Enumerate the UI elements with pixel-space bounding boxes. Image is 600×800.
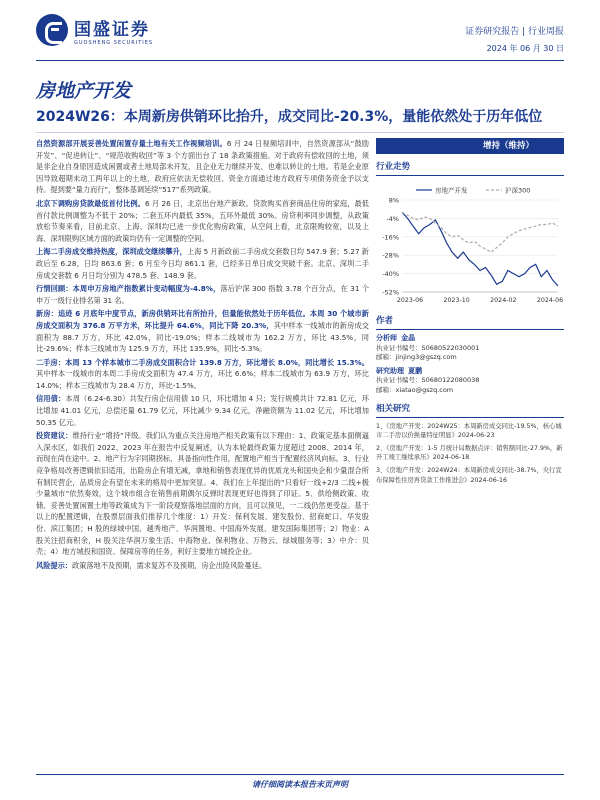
x-tick-label: 2024-02 [490, 297, 517, 304]
analysts-heading: 作者 [376, 314, 564, 330]
related-item[interactable]: 1、《房地产开发：2024W25：本周新房成交同比-19.5%，核心城市二手房以价换量特征明显》2024-06-23 [376, 422, 562, 440]
paragraph-highlight: 上海二手房成交维持热度，深圳成交继续攀升， [36, 247, 187, 257]
paragraph-highlight: 风险提示： [36, 560, 72, 570]
paragraph-highlight: 信用债： [36, 394, 66, 404]
y-tick-label: 8% [388, 196, 399, 205]
paragraph-text: 维持行业“增持”评级。我们认为重点关注房地产相关政策有以下理由：1、政策定基本面侧逼入深水区，如我们 2022、2023 年在报告中反复阐述，认为本轮最终政策力度超过 2008、2014 年，而现在尚在途中。2、地产行为字同期拐标，具备指向性作用，配置地产相当于配置经济风向标。3、行业竞争格局改善逻辑依旧适用，出险房企有增无减，拿地和销售表现优异的优质龙头和国央企和少量混合所有制民营企，品质房企有望在未来的格局中更加突显。4、我们在上年提出的“只看好一线+2/3 二线+极少量城市”依然奏效，这个城市组合在销售前期偶尔反弹时表现更好也得到了印证。5、供给侧政策、收储、妥善处置闲置土地等政策成为下一阶段观察落地层面的方向，且可以预见，一二线仍然更受益。基于以上的配置逻辑，在股票层面我们推荐几个维度：1）开发：保利发展、建发股份、招商蛇口、华发股份、滨江集团；H 股的绿城中国、越秀地产、华润置地、中国海外发展、建发国际集团等；2）物业：A 股关注招商积余，H 股关注华润万象生活、中海物业、保利物业、万物云、绿城服务等；3）中介：贝壳；4）地方城投和国资、保障房等的任务，利好主要地方城投企业。 [36, 431, 369, 557]
trend-chart-svg [376, 180, 564, 308]
analyst-1 [376, 334, 564, 396]
y-tick-label: -52% [382, 288, 399, 297]
y-tick-label: -28% [382, 251, 399, 260]
trend-chart [376, 180, 564, 308]
analyst-1-cert-label: 执业证书编号： [376, 343, 422, 352]
rating-badge: 增持（维持） [376, 138, 564, 154]
paragraph-highlight: 行情回顾：本周申万房地产指数累计变动幅度为-4.8%， [36, 284, 221, 294]
analyst-1-name: 金晶 [401, 334, 416, 342]
paragraph-highlight: 新房：追迹 6 月底年中度节点，新房供销环比有所抬升，但量能依然处于历年低位。本周 30 个城市新房成交面积为 376.8 万平方米，环比提升 64.6%，同比下降 20.3%， [36, 309, 369, 330]
related-research-list [376, 422, 564, 486]
body-paragraph [36, 283, 369, 306]
paragraph-text: 政策落地不及预期，需求复苏不及预期，房企出险风险蔓延。 [71, 560, 267, 570]
x-tick-label: 2023-10 [443, 297, 470, 304]
series-line-1 [402, 212, 558, 286]
paragraph-text: 本周（6.24-6.30）共发行房企信用债 10 只，环比增加 4 只；发行规模共计 72.81 亿元，环比增加 41.01 亿元，总偿还量 61.79 亿元，环比减少 9.34 亿元，净融资额为 11.02 亿元，环比增加 50.35 亿元。 [36, 394, 369, 427]
analyst-1-cert: S0680522030001 [421, 343, 480, 352]
header-divider [36, 60, 564, 61]
analyst-2-cert-label: 执业证书编号： [376, 376, 422, 385]
analyst-1-email[interactable]: jinjing3@gszq.com [395, 353, 457, 362]
body-paragraph [36, 308, 369, 354]
analyst-2-email-label: 邮箱： [376, 385, 396, 394]
analyst-2-name: 夏鹏 [408, 366, 423, 375]
paragraph-highlight: 自然资源部开展妥善处置闲置存量土地有关工作视频培训。 [36, 139, 227, 148]
paragraph-highlight: 二手房：本周 13 个样本城市二手房成交面积合计 139.8 万方，环比增长 8.0%，同比增长 15.3%。 [36, 357, 369, 367]
report-header [0, 0, 600, 70]
analyst-1-role: 分析师 [376, 334, 397, 342]
body-paragraph [36, 393, 369, 428]
body-paragraph [36, 430, 369, 558]
body-paragraph [36, 198, 369, 244]
body-paragraph [36, 246, 369, 281]
y-tick-label: -16% [382, 233, 399, 242]
legend-label: 沪深300 [505, 186, 531, 195]
sector-title: 房地产开发 [36, 80, 132, 102]
y-tick-label: -4% [386, 214, 399, 223]
analyst-2-role: 研究助理 [376, 366, 404, 375]
sidebar [376, 138, 564, 488]
analyst-2-cert: S0680122080038 [421, 376, 480, 385]
y-tick-label: -40% [382, 270, 399, 279]
body-paragraph [36, 560, 369, 572]
x-tick-label: 2023-06 [396, 297, 424, 304]
legend-label: 房地产开发 [435, 186, 468, 195]
report-date: 2024 年 06 月 30 日 [486, 44, 564, 53]
company-logo [36, 14, 153, 46]
title-divider [36, 132, 564, 133]
related-item[interactable]: 2、《房地产开发：1-5 月统计局数据点评：销售额同比-27.9%，新开工竣工继续承压》2024-06-18 [376, 444, 563, 462]
related-heading: 相关研究 [376, 402, 564, 418]
logo-icon [36, 14, 68, 46]
paragraph-highlight: 北京下调购房贷款最低首付比例。 [36, 198, 145, 208]
analyst-2-email[interactable]: xiatao@gszq.com [395, 385, 454, 394]
footer-disclaimer: 请仔细阅读本报告末页声明 [252, 780, 348, 789]
trend-heading: 行业走势 [376, 160, 564, 176]
report-category: 证券研究报告 | 行业周报 [465, 27, 564, 37]
paragraph-text: 上海 5 月新政前二手房成交套数日均 547.9 套；5.27 新政后至 6.28，日均 863.6 套；6 月至今日均 861.1 套，已经多日单日成交突破千套。北京、深圳二手房成交套数 6 月日均分别为 478.5 套、148.9 套。 [36, 247, 370, 280]
body-paragraph [36, 138, 369, 196]
logo-en-text: GUOSHENG SECURITIES [74, 39, 154, 46]
logo-cn-text: 国盛证券 [74, 19, 150, 40]
paragraph-highlight: 投资建议： [36, 431, 73, 441]
analyst-1-email-label: 邮箱： [376, 353, 396, 362]
footer-divider [36, 774, 564, 775]
body-paragraph [36, 357, 369, 392]
body-column [36, 138, 369, 573]
x-tick-label: 2024-06 [536, 297, 564, 304]
paragraph-text: 其中样本一线城市的本周二手房成交面积为 47.4 万方，环比 6.6%；样本二线城市为 63.9 万方，环比 14.0%；样本三线城市为 28.4 万方，环比-1.5%。 [36, 369, 369, 390]
paragraph-text: 6 月 26 日，北京出台地产新政。贷款购买首套商品住房的家庭，最低首付款比例调整为不低于 20%；二套五环内最低 35%，五环外最低 30%。房贷利率同步调整，从政策放松节奏来看，目前北京、上海、深圳均已进一步优化购房政策，从空间上看，北京限购较宽，以及上海、深圳限购区域方面的政策均仍有一定调整的空间。 [36, 198, 369, 243]
paragraph-text: 6 月 24 日视频培训中，自然资源部从“鼓励开发”、“促进转让”、“规范收购收回”等 3 个方面出台了 18 条政策措施。对于政府有偿收回的土地，须是非企业自身原因造成闲置或者土地局部未开发，且企业无力继续开发、也难以转让的土地。若是企业原因导致超期未动工两年以上的土地，政府应依法无偿收回、资金方面通过地方政府专项债务资金予以支持。提到要“量力而行”，整体基调延续“517”系列政策。 [36, 139, 369, 195]
report-title: 2024W26：本周新房供销环比抬升，成交同比-20.3%，量能依然处于历年低位 [36, 109, 543, 125]
paragraph-text: 落后沪深 300 指数 3.78 个百分点，在 31 个申万一级行业排名第 31 名。 [36, 284, 370, 305]
related-item[interactable]: 3、《房地产开发：2024W24：本周新房成交同比-38.7%，央行宣布保障性住房再贷款工作推进会》2024-06-16 [376, 466, 562, 484]
paragraph-text: 其中样本一线城市的新房成交面积为 88.7 万方，环比 42.0%，同比-19.0%；样本二线城市为 162.2 万方，环比 43.5%，同比-29.6%；样本三线城市为 125.9 万方，环比 135.9%，同比-5.3%。 [36, 320, 369, 354]
